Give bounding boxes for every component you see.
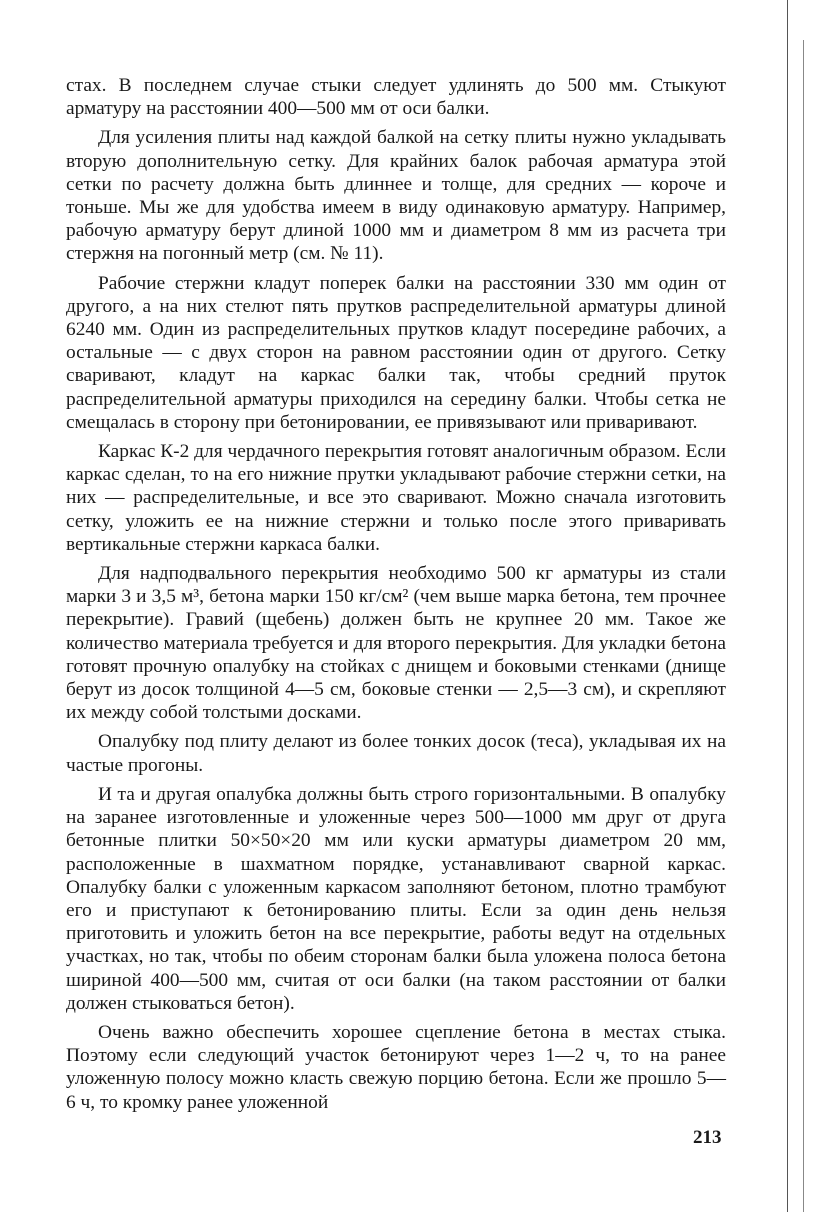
paragraph-6: Опалубку под плиту делают из более тонких досок (теса), укладывая их на частые прогоны.: [66, 731, 726, 776]
paragraph-4: Каркас К-2 для чердачного перекрытия готовят аналогичным образом. Если каркас сделан, то на его нижние прутки укладывают рабочие стержни сетки, на них — распределительные, и все это сваривают. Можно сначала изготовить сетку, уложить ее на нижние стержни и только после этого приваривать вертикальные стержни каркаса балки.: [66, 441, 726, 555]
paragraph-8: Очень важно обеспечить хорошее сцепление бетона в местах стыка. Поэтому если следующий участок бетонируют через 1—2 ч, то на ранее уложенную полосу можно класть свежую порцию бетона. Если же прошло 5—6 ч, то кромку ранее уложенной: [66, 1021, 726, 1113]
page-edge-line-outer: [803, 40, 804, 1212]
page-edge-line: [787, 0, 788, 1212]
paragraph-1: стах. В последнем случае стыки следует удлинять до 500 мм. Стыкуют арматуру на расстоянии 400—500 мм от оси балки.: [66, 75, 726, 120]
page-number: 213: [693, 1127, 722, 1148]
paragraph-5: Для надподвального перекрытия необходимо 500 кг арматуры из стали марки 3 и 3,5 м³, бетона марки 150 кг/см² (чем выше марка бетона, тем прочнее перекрытие). Гравий (щебень) должен быть не крупнее 20 мм. Такое же количество материала требуется и для второго перекрытия. Для укладки бетона готовят прочную опалубку на стойках с днищем и боковыми стенками (днище берут из досок толщиной 4—5 см, боковые стенки — 2,5—3 см), и скрепляют их между собой толстыми досками.: [66, 563, 726, 724]
page-body: [66, 74, 726, 1120]
paragraph-2: Для усиления плиты над каждой балкой на сетку плиты нужно укладывать вторую дополнительную сетку. Для крайних балок рабочая арматура этой сетки по расчету должна быть длиннее и толще, для средних — короче и тоньше. Мы же для удобства имеем в виду одинаковую арматуру. Например, рабочую арматуру берут длиной 1000 мм и диаметром 8 мм из расчета три стержня на погонный метр (см. № 11).: [66, 127, 726, 265]
paragraph-3: Рабочие стержни кладут поперек балки на расстоянии 330 мм один от другого, а на них стелют пять прутков распределительной арматуры длиной 6240 мм. Один из распределительных прутков кладут посередине рабочих, а остальные — с двух сторон на равном расстоянии один от другого. Сетку сваривают, кладут на каркас балки так, чтобы средний пруток распределительной арматуры приходился на середину балки. Чтобы сетка не смещалась в сторону при бетонировании, ее привязывают или приваривают.: [66, 272, 726, 433]
paragraph-7: И та и другая опалубка должны быть строго горизонтальными. В опалубку на заранее изготовленные и уложенные через 500—1000 мм друг от друга бетонные плитки 50×50×20 мм или куски арматуры диаметром 20 мм, расположенные в шахматном порядке, устанавливают сварной каркас. Опалубку балки с уложенным каркасом заполняют бетоном, плотно трамбуют его и приступают к бетонированию плиты. Если за один день нельзя приготовить и уложить бетон на все перекрытие, работы ведут на отдельных участках, но так, чтобы по обеим сторонам балки была уложена полоса бетона шириной 400—500 мм, считая от оси балки (на таком расстоянии от балки должен стыковаться бетон).: [66, 783, 726, 1014]
